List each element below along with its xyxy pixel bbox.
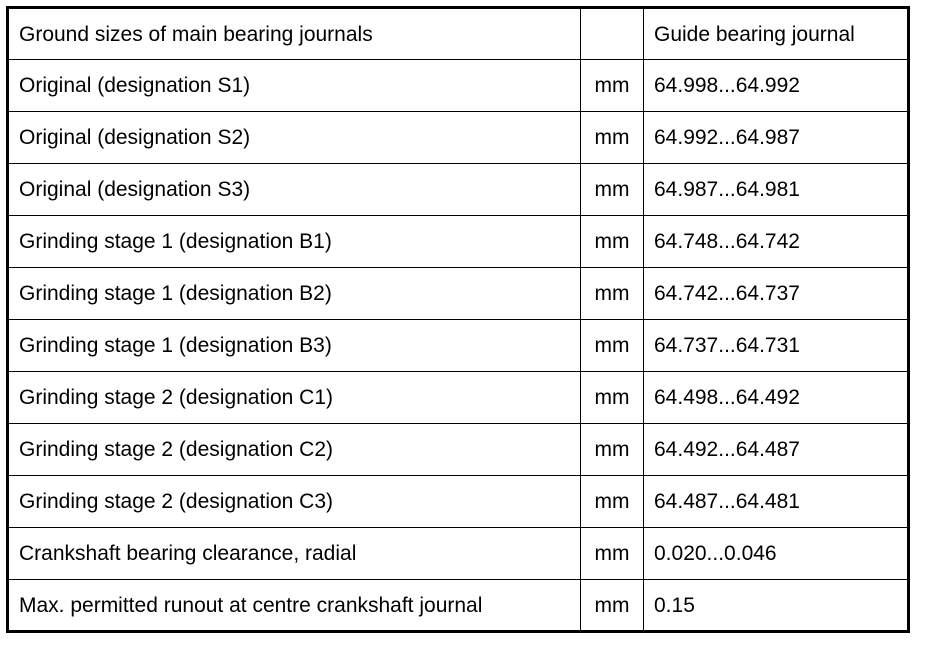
- row-value-cell: 64.992...64.987: [644, 112, 909, 164]
- table-row: [8, 60, 909, 112]
- row-unit-cell: mm: [581, 372, 644, 424]
- row-label-cell: Grinding stage 1 (designation B2): [8, 268, 581, 320]
- row-value-cell: 64.498...64.492: [644, 372, 909, 424]
- row-label-cell: Original (designation S2): [8, 112, 581, 164]
- table-row: [8, 528, 909, 580]
- table-row: [8, 476, 909, 528]
- row-label-cell: Grinding stage 2 (designation C3): [8, 476, 581, 528]
- header-unit-cell: [581, 8, 644, 60]
- row-value-cell: 0.020...0.046: [644, 528, 909, 580]
- row-label-cell: Crankshaft bearing clearance, radial: [8, 528, 581, 580]
- row-unit-cell: mm: [581, 424, 644, 476]
- table-row: [8, 164, 909, 216]
- row-value-cell: 64.492...64.487: [644, 424, 909, 476]
- row-label-cell: Grinding stage 2 (designation C2): [8, 424, 581, 476]
- table-header-row: [8, 8, 909, 60]
- header-value-cell: Guide bearing journal: [644, 8, 909, 60]
- row-label-cell: Grinding stage 1 (designation B3): [8, 320, 581, 372]
- table-row: [8, 372, 909, 424]
- table-row: [8, 112, 909, 164]
- table-row: [8, 216, 909, 268]
- row-label-cell: Max. permitted runout at centre crankshaft journal: [8, 580, 581, 632]
- row-unit-cell: mm: [581, 60, 644, 112]
- row-value-cell: 64.742...64.737: [644, 268, 909, 320]
- row-unit-cell: mm: [581, 268, 644, 320]
- row-value-cell: 64.998...64.992: [644, 60, 909, 112]
- row-unit-cell: mm: [581, 476, 644, 528]
- row-unit-cell: mm: [581, 216, 644, 268]
- row-unit-cell: mm: [581, 164, 644, 216]
- row-value-cell: 64.748...64.742: [644, 216, 909, 268]
- header-label-cell: Ground sizes of main bearing journals: [8, 8, 581, 60]
- row-label-cell: Original (designation S3): [8, 164, 581, 216]
- row-value-cell: 64.737...64.731: [644, 320, 909, 372]
- row-value-cell: 64.487...64.481: [644, 476, 909, 528]
- table-row: [8, 424, 909, 476]
- row-label-cell: Grinding stage 2 (designation C1): [8, 372, 581, 424]
- table-row: [8, 268, 909, 320]
- row-unit-cell: mm: [581, 320, 644, 372]
- table-row: [8, 320, 909, 372]
- row-label-cell: Grinding stage 1 (designation B1): [8, 216, 581, 268]
- row-value-cell: 0.15: [644, 580, 909, 632]
- row-unit-cell: mm: [581, 580, 644, 632]
- row-unit-cell: mm: [581, 112, 644, 164]
- row-label-cell: Original (designation S1): [8, 60, 581, 112]
- row-unit-cell: mm: [581, 528, 644, 580]
- row-value-cell: 64.987...64.981: [644, 164, 909, 216]
- table-row: [8, 580, 909, 632]
- bearing-spec-table: [6, 6, 910, 633]
